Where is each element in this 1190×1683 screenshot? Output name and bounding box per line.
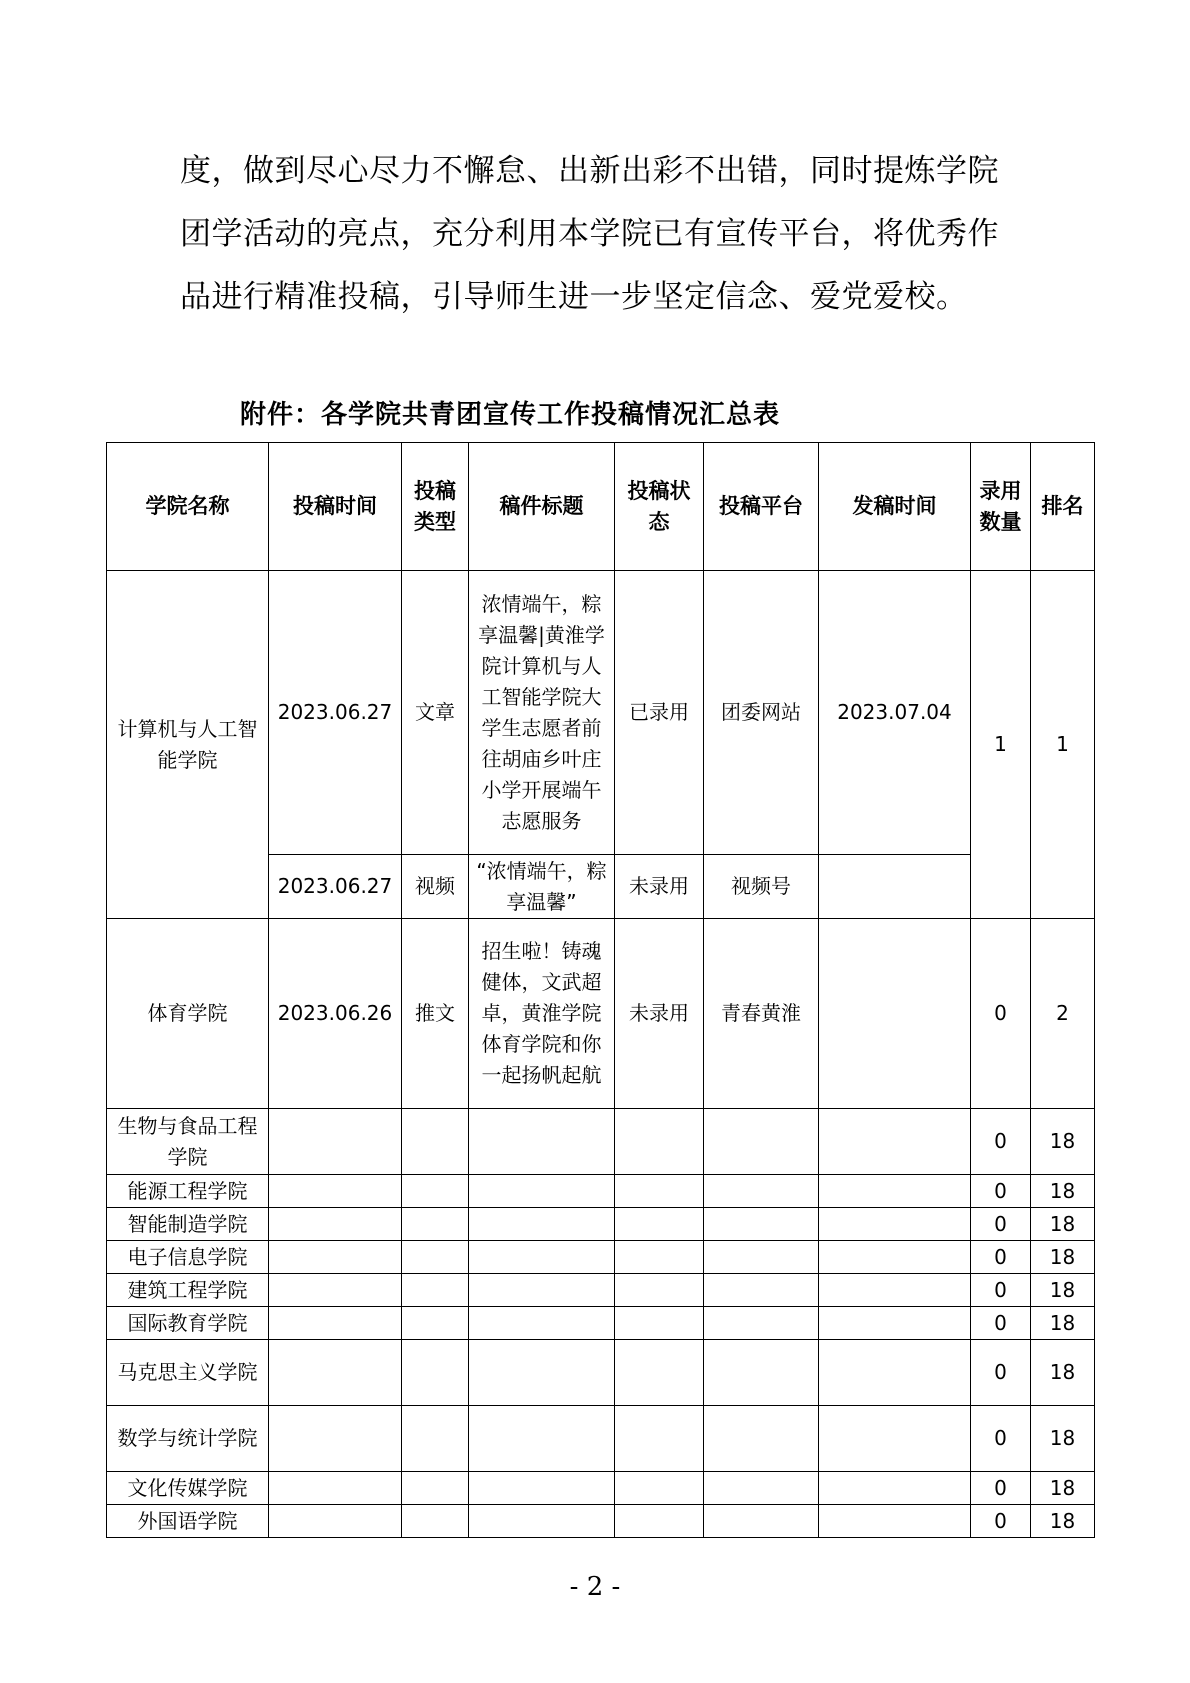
platform-cell: 青春黄淮	[704, 919, 819, 1109]
accepted-cell: 0	[971, 1274, 1031, 1307]
page-number: - 2 -	[569, 1572, 621, 1602]
submit-time-cell: 2023.06.27	[269, 855, 402, 919]
rank-cell: 18	[1031, 1175, 1095, 1208]
table-row	[107, 1406, 1095, 1472]
title-cell: 招生啦！铸魂健体，文武超卓，黄淮学院体育学院和你一起扬帆起航	[469, 919, 615, 1109]
college-cell: 文化传媒学院	[107, 1472, 269, 1505]
header-publish-time: 发稿时间	[819, 443, 971, 571]
rank-cell: 2	[1031, 919, 1095, 1109]
college-cell: 电子信息学院	[107, 1241, 269, 1274]
table-row	[107, 1208, 1095, 1241]
table-row	[107, 1472, 1095, 1505]
accepted-cell: 0	[971, 1241, 1031, 1274]
table-row	[107, 571, 1095, 855]
publish-time-cell	[819, 919, 971, 1109]
type-cell: 推文	[402, 919, 469, 1109]
accepted-cell: 0	[971, 1109, 1031, 1175]
table-row	[107, 1307, 1095, 1340]
table-row	[107, 919, 1095, 1109]
header-row	[107, 443, 1095, 571]
table-row	[107, 1340, 1095, 1406]
type-cell: 视频	[402, 855, 469, 919]
college-cell: 能源工程学院	[107, 1175, 269, 1208]
accepted-cell: 0	[971, 1505, 1031, 1538]
accepted-cell: 0	[971, 1340, 1031, 1406]
status-cell: 未录用	[615, 855, 704, 919]
platform-cell: 团委网站	[704, 571, 819, 855]
college-cell: 体育学院	[107, 919, 269, 1109]
header-title: 稿件标题	[469, 443, 615, 571]
rank-cell: 18	[1031, 1406, 1095, 1472]
title-cell: “浓情端午，粽享温馨”	[469, 855, 615, 919]
rank-cell: 18	[1031, 1109, 1095, 1175]
accepted-cell: 0	[971, 1175, 1031, 1208]
rank-cell: 18	[1031, 1274, 1095, 1307]
table-row	[107, 1175, 1095, 1208]
submission-summary-table	[106, 442, 1095, 1538]
rank-cell: 18	[1031, 1307, 1095, 1340]
college-cell: 数学与统计学院	[107, 1406, 269, 1472]
accepted-cell: 0	[971, 919, 1031, 1109]
header-college: 学院名称	[107, 443, 269, 571]
header-accepted: 录用数量	[971, 443, 1031, 571]
header-submit-time: 投稿时间	[269, 443, 402, 571]
accepted-cell: 0	[971, 1307, 1031, 1340]
rank-cell: 18	[1031, 1340, 1095, 1406]
rank-cell: 18	[1031, 1505, 1095, 1538]
header-status: 投稿状态	[615, 443, 704, 571]
submit-time-cell: 2023.06.27	[269, 571, 402, 855]
college-cell: 生物与食品工程学院	[107, 1109, 269, 1175]
publish-time-cell: 2023.07.04	[819, 571, 971, 855]
table-row	[107, 1505, 1095, 1538]
table-caption: 附件：各学院共青团宣传工作投稿情况汇总表	[240, 400, 781, 430]
paragraph-line: 团学活动的亮点，充分利用本学院已有宣传平台，将优秀作	[180, 216, 999, 252]
rank-cell: 1	[1031, 571, 1095, 919]
paragraph-line: 度，做到尽心尽力不懈怠、出新出彩不出错，同时提炼学院	[180, 153, 999, 189]
accepted-cell: 0	[971, 1208, 1031, 1241]
status-cell: 未录用	[615, 919, 704, 1109]
college-cell: 国际教育学院	[107, 1307, 269, 1340]
college-cell: 建筑工程学院	[107, 1274, 269, 1307]
paragraph-line: 品进行精准投稿，引导师生进一步坚定信念、爱党爱校。	[180, 279, 968, 315]
table-row	[107, 1274, 1095, 1307]
submit-time-cell: 2023.06.26	[269, 919, 402, 1109]
header-type: 投稿类型	[402, 443, 469, 571]
accepted-cell: 0	[971, 1406, 1031, 1472]
table-row	[107, 1241, 1095, 1274]
platform-cell: 视频号	[704, 855, 819, 919]
title-cell: 浓情端午，粽享温馨|黄淮学院计算机与人工智能学院大学生志愿者前往胡庙乡叶庄小学开展端午志愿服务	[469, 571, 615, 855]
rank-cell: 18	[1031, 1208, 1095, 1241]
body-paragraph	[180, 140, 1060, 329]
college-cell: 计算机与人工智能学院	[107, 571, 269, 919]
table-row	[107, 1109, 1095, 1175]
accepted-cell: 0	[971, 1472, 1031, 1505]
publish-time-cell	[819, 855, 971, 919]
accepted-cell: 1	[971, 571, 1031, 919]
status-cell: 已录用	[615, 571, 704, 855]
type-cell: 文章	[402, 571, 469, 855]
header-platform: 投稿平台	[704, 443, 819, 571]
college-cell: 智能制造学院	[107, 1208, 269, 1241]
rank-cell: 18	[1031, 1472, 1095, 1505]
college-cell: 外国语学院	[107, 1505, 269, 1538]
college-cell: 马克思主义学院	[107, 1340, 269, 1406]
rank-cell: 18	[1031, 1241, 1095, 1274]
header-rank: 排名	[1031, 443, 1095, 571]
